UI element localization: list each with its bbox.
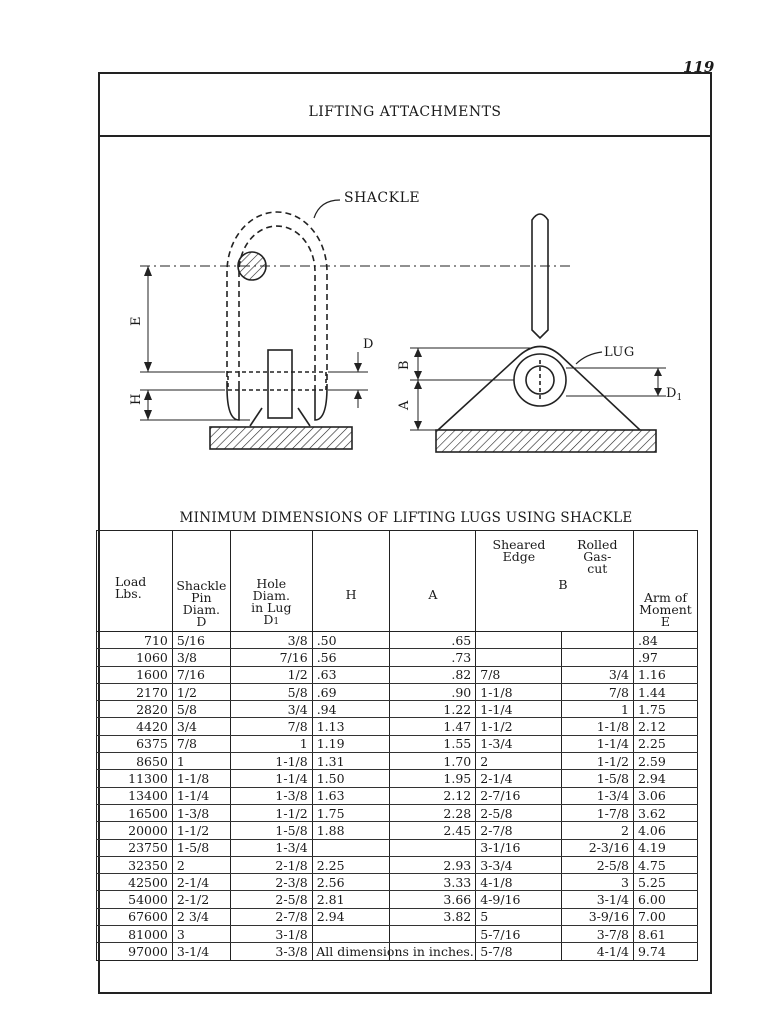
header-pin-line3: Diam. — [182, 602, 221, 617]
table-row — [97, 804, 698, 821]
cell-arm: 8.61 — [633, 926, 697, 943]
cell-arm: .97 — [633, 649, 697, 666]
cell-rolled — [562, 649, 634, 666]
cell-pin: 3-1/4 — [172, 943, 230, 960]
cell-rolled: 4-1/4 — [562, 943, 634, 960]
cell-a: 2.93 — [390, 856, 476, 873]
cell-a: 3.82 — [390, 908, 476, 925]
dimension-label-d: D — [363, 337, 374, 352]
cell-rolled: 1-7/8 — [562, 804, 634, 821]
dimension-label-d1: $D_1$ — [666, 386, 683, 403]
cell-rolled: 1-1/8 — [562, 718, 634, 735]
cell-h: .63 — [312, 666, 390, 683]
table-row — [97, 718, 698, 735]
cell-hole: 3/8 — [230, 632, 312, 649]
header-hole-line3: in Lug — [251, 600, 292, 615]
cell-hole: 7/16 — [230, 649, 312, 666]
cell-arm: .84 — [633, 632, 697, 649]
header-hole-d: D — [263, 612, 274, 627]
cell-arm: 3.62 — [633, 804, 697, 821]
cell-a: 1.47 — [390, 718, 476, 735]
cell-pin: 1-1/8 — [172, 770, 230, 787]
base-plate-left — [210, 427, 352, 449]
cell-hole: 1-1/2 — [230, 804, 312, 821]
cell-h: 1.13 — [312, 718, 390, 735]
cell-load: 1600 — [97, 666, 173, 683]
cell-hole: 3-3/8 — [230, 943, 312, 960]
dimension-label-b: B — [397, 360, 412, 370]
header-hole-line4: D1 — [263, 612, 280, 627]
header-hole — [230, 531, 312, 632]
cell-arm: 3.06 — [633, 787, 697, 804]
cell-pin: 1-1/2 — [172, 822, 230, 839]
cell-h: .94 — [312, 701, 390, 718]
cell-load: 16500 — [97, 804, 173, 821]
header-rolled-line2: Gas- — [583, 549, 612, 564]
table-row — [97, 891, 698, 908]
header-rolled-line1: Rolled — [577, 537, 618, 552]
cell-arm: 1.75 — [633, 701, 697, 718]
cell-pin: 3 — [172, 926, 230, 943]
table-row — [97, 632, 698, 649]
cell-rolled: 1-5/8 — [562, 770, 634, 787]
cell-a: 1.95 — [390, 770, 476, 787]
cell-pin: 1-5/8 — [172, 839, 230, 856]
cell-hole: 5/8 — [230, 683, 312, 700]
cell-arm: 4.19 — [633, 839, 697, 856]
cell-hole: 2-1/8 — [230, 856, 312, 873]
cell-h — [312, 839, 390, 856]
cell-load: 13400 — [97, 787, 173, 804]
cell-pin: 5/16 — [172, 632, 230, 649]
page-title: LIFTING ATTACHMENTS — [308, 104, 502, 120]
lifting-lug-table — [96, 530, 698, 961]
cell-a — [390, 926, 476, 943]
cell-a: 1.22 — [390, 701, 476, 718]
cell-sheared: 3-1/16 — [476, 839, 562, 856]
cell-load: 1060 — [97, 649, 173, 666]
cell-arm: 9.74 — [633, 943, 697, 960]
cell-sheared: 2-1/4 — [476, 770, 562, 787]
lug-label: LUG — [604, 345, 635, 360]
cell-arm: 5.25 — [633, 874, 697, 891]
dimension-label-a: A — [397, 400, 412, 410]
cell-load: 8650 — [97, 753, 173, 770]
header-pin-line2: Pin — [191, 590, 212, 605]
cell-rolled — [562, 632, 634, 649]
header-sheared-line2: Edge — [502, 549, 536, 564]
lug-side-view — [438, 214, 640, 430]
cell-sheared: 2-7/16 — [476, 787, 562, 804]
cell-pin: 7/16 — [172, 666, 230, 683]
cell-h: 2.25 — [312, 856, 390, 873]
cell-pin: 1/2 — [172, 683, 230, 700]
table-row — [97, 839, 698, 856]
table-row — [97, 856, 698, 873]
cell-a: 2.28 — [390, 804, 476, 821]
header-hole-line1: Hole — [256, 576, 287, 591]
cell-load: 11300 — [97, 770, 173, 787]
shackle-label: SHACKLE — [344, 190, 421, 206]
cell-sheared: 4-9/16 — [476, 891, 562, 908]
header-arm-line2: Moment — [639, 602, 692, 617]
cell-load: 4420 — [97, 718, 173, 735]
header-sheared — [476, 531, 568, 632]
header-hole-line2: Diam. — [252, 588, 290, 603]
header-arm-line1: Arm of — [644, 590, 687, 605]
base-plate-right — [436, 430, 656, 452]
cell-load: 6375 — [97, 735, 173, 752]
page-number: 119 — [683, 58, 715, 76]
cell-load: 54000 — [97, 891, 173, 908]
cell-arm: 4.06 — [633, 822, 697, 839]
table-row — [97, 735, 698, 752]
cell-a: .90 — [390, 683, 476, 700]
cell-rolled: 3-7/8 — [562, 926, 634, 943]
table-row — [97, 908, 698, 925]
cell-sheared: 2 — [476, 753, 562, 770]
cell-arm: 7.00 — [633, 908, 697, 925]
cell-pin: 3/8 — [172, 649, 230, 666]
table-row — [97, 787, 698, 804]
cell-hole: 1-3/8 — [230, 787, 312, 804]
header-pin-line4: D — [196, 614, 207, 629]
cell-rolled: 2-5/8 — [562, 856, 634, 873]
cell-hole: 2-7/8 — [230, 908, 312, 925]
cell-arm: 6.00 — [633, 891, 697, 908]
cell-pin: 2-1/2 — [172, 891, 230, 908]
cell-arm: 2.94 — [633, 770, 697, 787]
cell-a: 2.12 — [390, 787, 476, 804]
cell-arm: 2.25 — [633, 735, 697, 752]
cell-hole: 7/8 — [230, 718, 312, 735]
header-h: H — [312, 531, 390, 632]
header-divider — [98, 135, 712, 137]
header-pin-line1: Shackle — [176, 578, 227, 593]
cell-sheared: 1-1/4 — [476, 701, 562, 718]
cell-sheared: 4-1/8 — [476, 874, 562, 891]
dimension-label-h: H — [129, 393, 144, 405]
cell-sheared: 2-7/8 — [476, 822, 562, 839]
cell-pin: 2 — [172, 856, 230, 873]
header-load — [97, 531, 173, 632]
cell-rolled: 2 — [562, 822, 634, 839]
cell-h: 1.50 — [312, 770, 390, 787]
cell-rolled: 7/8 — [562, 683, 634, 700]
header-rolled-line3: cut — [587, 561, 608, 576]
cell-rolled: 3/4 — [562, 666, 634, 683]
header-arm — [633, 531, 697, 632]
shackle-leader — [314, 200, 340, 218]
cell-h: .50 — [312, 632, 390, 649]
table-row — [97, 753, 698, 770]
cell-h: 1.63 — [312, 787, 390, 804]
cell-h: 1.31 — [312, 753, 390, 770]
table-title: MINIMUM DIMENSIONS OF LIFTING LUGS USING SHACKLE — [179, 510, 633, 526]
table-row — [97, 926, 698, 943]
cell-sheared: 5 — [476, 908, 562, 925]
footnote: All dimensions in inches. — [316, 944, 474, 959]
cell-arm: 4.75 — [633, 856, 697, 873]
cell-h: 1.75 — [312, 804, 390, 821]
cell-sheared: 1-1/2 — [476, 718, 562, 735]
table-row — [97, 666, 698, 683]
header-a: A — [390, 531, 476, 632]
cell-sheared: 1-3/4 — [476, 735, 562, 752]
cell-h: 1.19 — [312, 735, 390, 752]
header-load-line1: Load — [115, 573, 147, 589]
cell-a: 1.55 — [390, 735, 476, 752]
cell-rolled: 3-9/16 — [562, 908, 634, 925]
cell-hole: 2-3/8 — [230, 874, 312, 891]
cell-a: 3.33 — [390, 874, 476, 891]
dimension-label-e: E — [129, 316, 144, 326]
cell-pin: 5/8 — [172, 701, 230, 718]
cell-a: .73 — [390, 649, 476, 666]
cell-arm: 2.59 — [633, 753, 697, 770]
cell-load: 67600 — [97, 908, 173, 925]
table-row — [97, 822, 698, 839]
cell-hole: 2-5/8 — [230, 891, 312, 908]
cell-a: .65 — [390, 632, 476, 649]
header-arm-line3: E — [660, 614, 671, 629]
table-header-row — [97, 531, 698, 632]
table-row — [97, 649, 698, 666]
cell-h: 2.81 — [312, 891, 390, 908]
cell-sheared: 7/8 — [476, 666, 562, 683]
cell-load: 2170 — [97, 683, 173, 700]
cell-pin: 2 3/4 — [172, 908, 230, 925]
cell-pin: 3/4 — [172, 718, 230, 735]
cell-sheared: 1-1/8 — [476, 683, 562, 700]
cell-h: .69 — [312, 683, 390, 700]
cell-hole: 1-3/4 — [230, 839, 312, 856]
cell-hole: 1-1/4 — [230, 770, 312, 787]
cell-rolled: 3 — [562, 874, 634, 891]
cell-hole: 1 — [230, 735, 312, 752]
cell-sheared: 2-5/8 — [476, 804, 562, 821]
cell-load: 42500 — [97, 874, 173, 891]
dimension-arrows-left — [144, 266, 362, 420]
shackle-front-view — [227, 212, 327, 426]
cell-pin: 1 — [172, 753, 230, 770]
header-b: B — [558, 577, 568, 592]
cell-sheared: 5-7/8 — [476, 943, 562, 960]
cell-a: 3.66 — [390, 891, 476, 908]
cell-sheared — [476, 649, 562, 666]
cell-rolled: 1 — [562, 701, 634, 718]
cell-load: 32350 — [97, 856, 173, 873]
cell-load: 23750 — [97, 839, 173, 856]
cell-rolled: 1-1/2 — [562, 753, 634, 770]
cell-rolled: 1-1/4 — [562, 735, 634, 752]
cell-hole: 1-5/8 — [230, 822, 312, 839]
cell-rolled: 2-3/16 — [562, 839, 634, 856]
cell-h: 2.56 — [312, 874, 390, 891]
cell-sheared: 3-3/4 — [476, 856, 562, 873]
cell-h: 2.94 — [312, 908, 390, 925]
cell-load: 710 — [97, 632, 173, 649]
cell-h — [312, 926, 390, 943]
cell-hole: 1-1/8 — [230, 753, 312, 770]
table-row — [97, 874, 698, 891]
cell-h: .56 — [312, 649, 390, 666]
cell-sheared — [476, 632, 562, 649]
header-pin — [172, 531, 230, 632]
cell-arm: 2.12 — [633, 718, 697, 735]
cell-a: .82 — [390, 666, 476, 683]
header-sheared-line1: Sheared — [492, 537, 546, 552]
cell-load: 81000 — [97, 926, 173, 943]
cell-rolled: 3-1/4 — [562, 891, 634, 908]
table-row — [97, 770, 698, 787]
header-load-line2: Lbs. — [115, 585, 142, 601]
table-row — [97, 683, 698, 700]
cell-pin: 2-1/4 — [172, 874, 230, 891]
cell-pin: 1-1/4 — [172, 787, 230, 804]
cell-sheared: 5-7/16 — [476, 926, 562, 943]
cell-a — [390, 839, 476, 856]
cell-hole: 1/2 — [230, 666, 312, 683]
cell-h: 1.88 — [312, 822, 390, 839]
cell-pin: 1-3/8 — [172, 804, 230, 821]
cell-arm: 1.44 — [633, 683, 697, 700]
table-body — [97, 632, 698, 961]
cell-a: 2.45 — [390, 822, 476, 839]
cell-load: 97000 — [97, 943, 173, 960]
lug-leader — [576, 352, 602, 364]
table-row — [97, 701, 698, 718]
cell-load: 2820 — [97, 701, 173, 718]
cell-arm: 1.16 — [633, 666, 697, 683]
cell-pin: 7/8 — [172, 735, 230, 752]
cell-load: 20000 — [97, 822, 173, 839]
cell-hole: 3-1/8 — [230, 926, 312, 943]
cell-rolled: 1-3/4 — [562, 787, 634, 804]
shackle-lug-drawing — [100, 140, 710, 510]
cell-a: 1.70 — [390, 753, 476, 770]
cell-hole: 3/4 — [230, 701, 312, 718]
